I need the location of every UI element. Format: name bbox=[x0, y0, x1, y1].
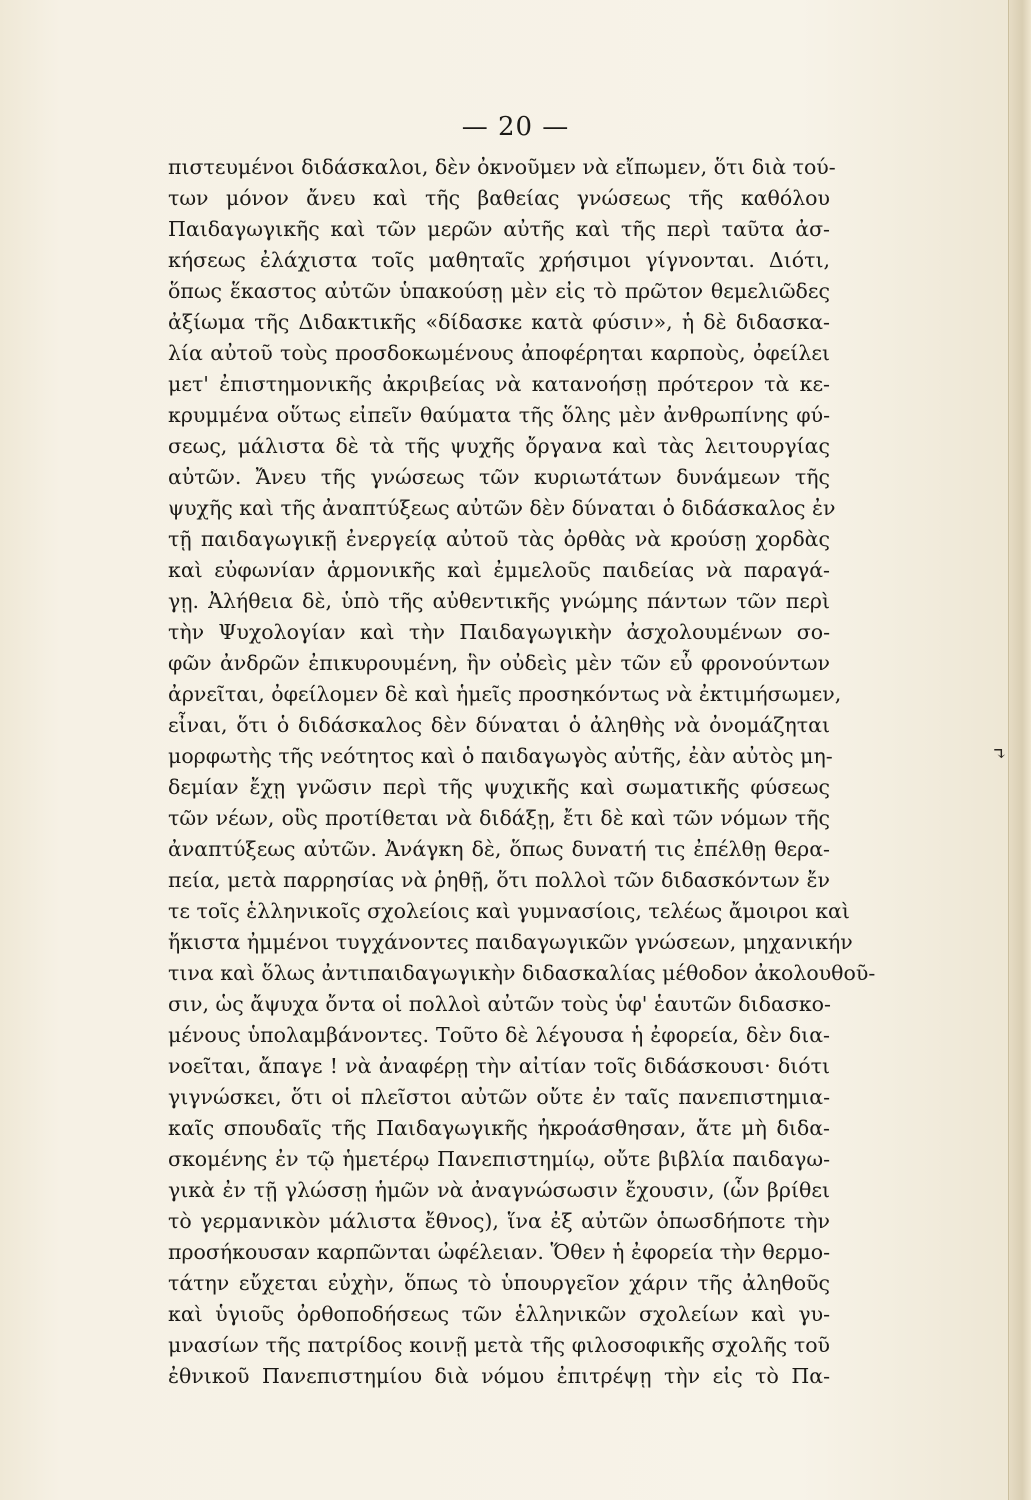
text-line: γικὰ ἐν τῇ γλώσσῃ ἡμῶν νὰ ἀναγνώσωσιν ἔχουσιν, (ὧν βρίθει bbox=[168, 1178, 830, 1202]
text-line: τὴν Ψυχολογίαν καὶ τὴν Παιδαγωγικὴν ἀσχολουμένων σο- bbox=[168, 620, 830, 644]
text-line: σκομένης ἐν τῷ ἡμετέρῳ Πανεπιστημίῳ, οὔτε βιβλία παιδαγω- bbox=[168, 1147, 830, 1171]
text-line: ὅπως ἕκαστος αὐτῶν ὑπακούσῃ μὲν εἰς τὸ πρῶτον θεμελιῶδες bbox=[168, 279, 830, 303]
text-line: μνασίων τῆς πατρίδος κοινῇ μετὰ τῆς φιλοσοφικῆς σχολῆς τοῦ bbox=[168, 1333, 830, 1357]
text-line: δεμίαν ἔχῃ γνῶσιν περὶ τῆς ψυχικῆς καὶ σωματικῆς φύσεως bbox=[168, 775, 830, 799]
text-line: των μόνον ἄνευ καὶ τῆς βαθείας γνώσεως τῆς καθόλου bbox=[168, 186, 830, 210]
text-line: σιν, ὡς ἄψυχα ὄντα οἱ πολλοὶ αὐτῶν τοὺς ὑφ' ἑαυτῶν διδασκο- bbox=[168, 992, 831, 1016]
text-line: Παιδαγωγικῆς καὶ τῶν μερῶν αὐτῆς καὶ τῆς περὶ ταῦτα ἀσ- bbox=[168, 217, 830, 241]
text-line: πεία, μετὰ παρρησίας νὰ ῥηθῇ, ὅτι πολλοὶ τῶν διδασκόντων ἔν bbox=[168, 868, 830, 892]
text-line: ἐθνικοῦ Πανεπιστημίου διὰ νόμου ἐπιτρέψῃ τὴν εἰς τὸ Πα- bbox=[168, 1364, 830, 1388]
text-line: κήσεως ἐλάχιστα τοῖς μαθηταῖς χρήσιμοι γίγνονται. Διότι, bbox=[168, 248, 830, 272]
text-line: ἀρνεῖται, ὀφείλομεν δὲ καὶ ἡμεῖς προσηκόντως νὰ ἐκτιμήσωμεν, bbox=[168, 682, 842, 706]
text-line: τε τοῖς ἑλληνικοῖς σχολείοις καὶ γυμνασίοις, τελέως ἄμοιροι καὶ bbox=[168, 899, 850, 923]
text-line: προσήκουσαν καρπῶνται ὠφέλειαν. Ὅθεν ἡ ἐφορεία τὴν θερμο- bbox=[168, 1240, 830, 1264]
page-number: — 20 — bbox=[461, 112, 570, 142]
text-line: μετ' ἐπιστημονικῆς ἀκριβείας νὰ κατανοήσῃ πρότερον τὰ κε- bbox=[168, 372, 830, 396]
text-line: καῖς σπουδαῖς τῆς Παιδαγωγικῆς ἠκροάσθησαν, ἅτε μὴ διδα- bbox=[168, 1116, 830, 1140]
text-line: τινα καὶ ὅλως ἀντιπαιδαγωγικὴν διδασκαλίας μέθοδον ἀκολουθοῦ- bbox=[168, 961, 876, 985]
text-line: τὸ γερμανικὸν μάλιστα ἔθνος), ἵνα ἐξ αὐτῶν ὁπωσδήποτε τὴν bbox=[168, 1209, 830, 1233]
text-line: αὐτῶν. Ἄνευ τῆς γνώσεως τῶν κυριωτάτων δυνάμεων τῆς bbox=[168, 465, 830, 489]
text-line: φῶν ἀνδρῶν ἐπικυρουμένη, ἣν οὐδεὶς μὲν τῶν εὖ φρονούντων bbox=[168, 651, 830, 675]
text-line: λία αὐτοῦ τοὺς προσδοκωμένους ἀποφέρηται καρποὺς, ὀφείλει bbox=[168, 341, 830, 365]
text-line: καὶ ὑγιοῦς ὀρθοποδήσεως τῶν ἑλληνικῶν σχολείων καὶ γυ- bbox=[168, 1302, 830, 1326]
text-line: νοεῖται, ἄπαγε ! νὰ ἀναφέρῃ τὴν αἰτίαν τοῖς διδάσκουσι· διότι bbox=[168, 1054, 830, 1078]
text-line: μένους ὑπολαμβάνοντες. Τοῦτο δὲ λέγουσα ἡ ἐφορεία, δὲν δια- bbox=[168, 1023, 830, 1047]
text-line: ψυχῆς καὶ τῆς ἀναπτύξεως αὐτῶν δὲν δύναται ὁ διδάσκαλος ἐν bbox=[168, 496, 836, 520]
text-line: ἥκιστα ἠμμένοι τυγχάνοντες παιδαγωγικῶν γνώσεων, μηχανικήν bbox=[168, 930, 853, 954]
text-line: μορφωτὴς τῆς νεότητος καὶ ὁ παιδαγωγὸς αὐτῆς, ἐὰν αὐτὸς μη- bbox=[168, 744, 833, 768]
text-line: κρυμμένα οὕτως εἰπεῖν θαύματα τῆς ὅλης μὲν ἀνθρωπίνης φύ- bbox=[168, 403, 830, 427]
text-line: τῇ παιδαγωγικῇ ἐνεργείᾳ αὐτοῦ τὰς ὀρθὰς νὰ κρούσῃ χορδὰς bbox=[168, 527, 830, 551]
margin-mark: ↴ bbox=[992, 744, 1008, 765]
text-line: τῶν νέων, οὓς προτίθεται νὰ διδάξῃ, ἔτι δὲ καὶ τῶν νόμων τῆς bbox=[168, 806, 830, 830]
text-line: γῃ. Ἀλήθεια δὲ, ὑπὸ τῆς αὐθεντικῆς γνώμης πάντων τῶν περὶ bbox=[168, 589, 830, 613]
page-edge bbox=[1008, 0, 1031, 1500]
body-text bbox=[168, 152, 876, 1392]
text-line: ἀναπτύξεως αὐτῶν. Ἀνάγκη δὲ, ὅπως δυνατή τις ἐπέλθῃ θερα- bbox=[168, 837, 830, 861]
text-line: σεως, μάλιστα δὲ τὰ τῆς ψυχῆς ὄργανα καὶ τὰς λειτουργίας bbox=[168, 434, 830, 458]
text-line: εἶναι, ὅτι ὁ διδάσκαλος δὲν δύναται ὁ ἀληθὴς νὰ ὀνομάζηται bbox=[168, 713, 830, 737]
text-line: ἀξίωμα τῆς Διδακτικῆς «δίδασκε κατὰ φύσιν», ἡ δὲ διδασκα- bbox=[168, 310, 830, 334]
text-line: καὶ εὐφωνίαν ἁρμονικῆς καὶ ἐμμελοῦς παιδείας νὰ παραγά- bbox=[168, 558, 830, 582]
text-line: πιστευμένοι διδάσκαλοι, δὲν ὀκνοῦμεν νὰ εἴπωμεν, ὅτι διὰ τού- bbox=[168, 155, 836, 179]
text-line: γιγνώσκει, ὅτι οἱ πλεῖστοι αὐτῶν οὔτε ἐν ταῖς πανεπιστημια- bbox=[168, 1085, 830, 1109]
text-line: τάτην εὔχεται εὐχὴν, ὅπως τὸ ὑπουργεῖον χάριν τῆς ἀληθοῦς bbox=[168, 1271, 830, 1295]
